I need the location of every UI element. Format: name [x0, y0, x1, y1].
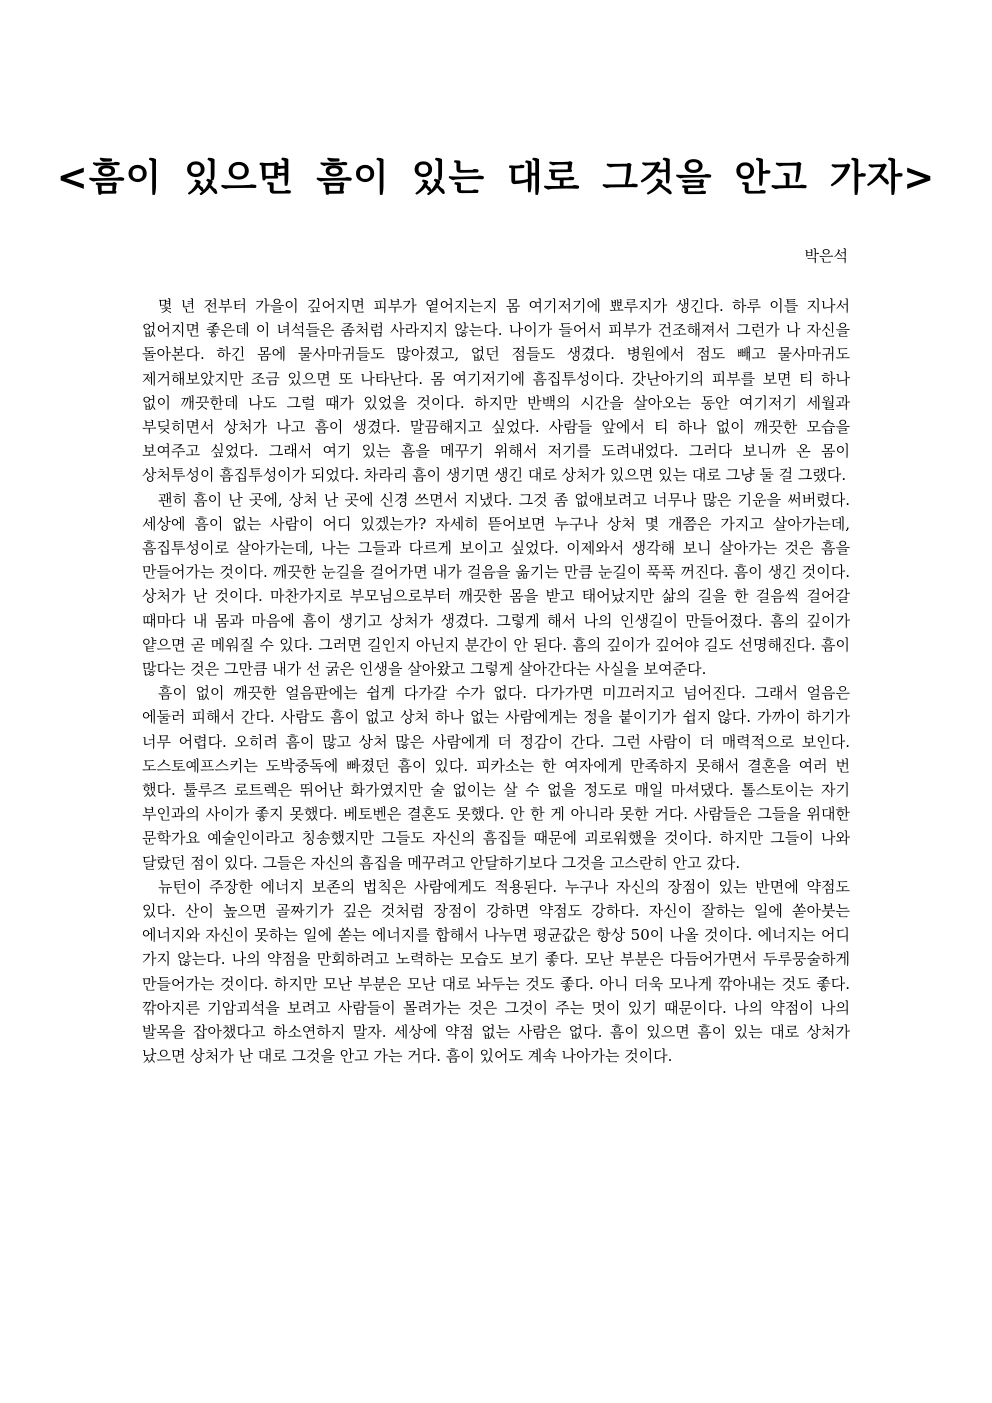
paragraph: 몇 년 전부터 가을이 깊어지면 피부가 옅어지는지 몸 여기저기에 뾰루지가 생긴다. 하루 이틀 지나서 없어지면 좋은데 이 녀석들은 좀처럼 사라지지 않는다. 나이가 들어서 피부가 건조해져서 그런가 나 자신을 돌아본다. 하긴 몸에 물사마귀들도 많아졌고, 없던 점들도 생겼다. 병원에서 점도 빼고 물사마귀도 제거해보았지만 조금 있으면 또 나타난다. 몸 여기저기에 흠집투성이다. 갓난아기의 피부를 보면 티 하나 없이 깨끗한데 나도 그럴 때가 있었을 것이다. 하지만 반백의 시간을 살아오는 동안 여기저기 세월과 부딪히면서 상처가 나고 흠이 생겼다. 말끔해지고 싶었다. 사람들 앞에서 티 하나 없이 깨끗한 모습을 보여주고 싶었다. 그래서 여기 있는 흠을 메꾸기 위해서 저기를 도려내었다. 그러다 보니까 온 몸이 상처투성이 흠집투성이가 되었다. 차라리 흠이 생기면 생긴 대로 상처가 있으면 있는 대로 그냥 둘 걸 그랬다. [142, 297, 850, 485]
paragraph: 괜히 흠이 난 곳에, 상처 난 곳에 신경 쓰면서 지냈다. 그것 좀 없애보려고 너무나 많은 기운을 써버렸다. 세상에 흠이 없는 사람이 어디 있겠는가? 자세히 뜯어보면 누구나 상처 몇 개쯤은 가지고 살아가는데, 흠집투성이로 살아가는데, 나는 그들과 다르게 보이고 싶었다. 이제와서 생각해 보니 살아가는 것은 흠을 만들어가는 것이다. 깨끗한 눈길을 걸어가면 내가 걸음을 옮기는 만큼 눈길이 푹푹 꺼진다. 흠이 생긴 것이다. 상처가 난 것이다. 마찬가지로 부모님으로부터 깨끗한 몸을 받고 태어났지만 삶의 길을 한 걸음씩 걸어갈 때마다 내 몸과 마음에 흠이 생기고 상처가 생겼다. 그렇게 해서 나의 인생길이 만들어졌다. 흠의 깊이가 얕으면 곧 메워질 수 있다. 그러면 길인지 아닌지 분간이 안 된다. 흠의 깊이가 깊어야 길도 선명해진다. 흠이 많다는 것은 그만큼 내가 선 굵은 인생을 살아왔고 그렇게 살아간다는 사실을 보여준다. [142, 490, 850, 679]
paragraph: 흠이 없이 깨끗한 얼음판에는 쉽게 다가갈 수가 없다. 다가가면 미끄러지고 넘어진다. 그래서 얼음은 에둘러 피해서 간다. 사람도 흠이 없고 상처 하나 없는 사람에게는 정을 붙이기가 쉽지 않다. 가까이 하기가 너무 어렵다. 오히려 흠이 많고 상처 많은 사람에게 더 정감이 간다. 그런 사람이 더 매력적으로 보인다. 도스토예프스키는 도박중독에 빠졌던 흠이 있다. 피카소는 한 여자에게 만족하지 못해서 결혼을 여러 번 했다. 툴루즈 로트렉은 뛰어난 화가였지만 술 없이는 살 수 없을 정도로 매일 마셔댔다. 톨스토이는 자기 부인과의 사이가 좋지 못했다. 베토벤은 결혼도 못했다. 안 한 게 아니라 못한 거다. 사람들은 그들을 위대한 문학가요 예술인이라고 칭송했지만 그들도 자신의 흠집들 때문에 괴로워했을 것이다. 하지만 그들이 나와 달랐던 점이 있다. 그들은 자신의 흠집을 메꾸려고 안달하기보다 그것을 고스란히 안고 갔다. [142, 684, 850, 872]
paragraph: 뉴턴이 주장한 에너지 보존의 법칙은 사람에게도 적용된다. 누구나 자신의 장점이 있는 반면에 약점도 있다. 산이 높으면 골짜기가 깊은 것처럼 장점이 강하면 약점도 강하다. 자신이 잘하는 일에 쏟아붓는 에너지와 자신이 못하는 일에 쏟는 에너지를 합해서 나누면 평균값은 항상 50이 나올 것이다. 에너지는 어디 가지 않는다. 나의 약점을 만회하려고 노력하는 모습도 보기 좋다. 모난 부분은 다듬어가면서 두루뭉술하게 만들어가는 것이다. 하지만 모난 부분은 모난 대로 놔두는 것도 좋다. 아니 더욱 모나게 깎아내는 것도 좋다. 깎아지른 기암괴석을 보려고 사람들이 몰려가는 것은 그것이 주는 멋이 있기 때문이다. 나의 약점이 나의 발목을 잡아챘다고 하소연하지 말자. 세상에 약점 없는 사람은 없다. 흠이 있으면 흠이 있는 대로 상처가 났으면 상처가 난 대로 그것을 안고 가는 거다. 흠이 있어도 계속 나아가는 것이다. [142, 877, 850, 1066]
document-title: <흠이 있으면 흠이 있는 대로 그것을 안고 가자> [56, 156, 936, 199]
author-name: 박은석 [804, 247, 848, 265]
document-body [142, 294, 850, 1069]
